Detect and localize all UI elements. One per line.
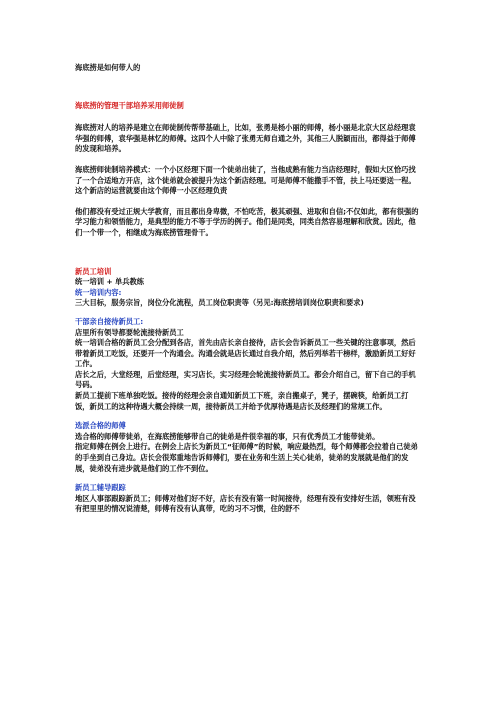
- paragraph: 新员工提前下班单独吃饭。接待的经理会亲自通知新员工下班，亲自搬桌子，凳子，摆碗筷，给新员工打饭，新员工的这种待遇大概会持续一周，接待新员工并给予优厚待遇是店长及经理们的常规工作。: [75, 391, 409, 411]
- paragraph: 海底捞师徒制培养模式：一个小区经理下面一个徒弟出徒了，当他成熟有能力当店经理时，假如大区恰巧找了一个合适地方开店，这个徒弟就会被提升为这个新店经理。可是师傅不能撒手不管，扶上马还要送一程。这个新店的运营就要由这个师傅一小区经理负责: [75, 164, 416, 196]
- paragraph: 店里所有领导都要轮流接待新员工: [75, 327, 184, 337]
- document-title: 海底捞是如何带人的: [75, 63, 141, 72]
- paragraph: 指定师傅在例会上进行。在例会上店长为新员工“征师傅”的时候，响应最热烈，每个师傅都会拉着自己徒弟的手坐到自己身边。店长会很郑重地告诉师傅们，要在业务和生活上关心徒弟，徒弟的发展就是他们的发展，徒弟没有进步就是他们的工作不到位。: [75, 442, 418, 473]
- document-body: [75, 63, 421, 515]
- paragraph: 海底捞对人的培养是建立在师徒制传帮带基础上，比如，张勇是杨小丽的师傅，杨小丽是北京大区总经理袁华强的师傅，袁华强是林忆的师傅。这四个人中除了张勇无师自通之外，其他三人脱颖而出，都得益于师傅的发现和培养。: [75, 123, 416, 154]
- paragraph: 地区人事部跟踪新员工；师傅对他们好不好，店长有没有第一时间接待，经理有没有安排好生活，领班有没有把里里的情况说清楚，师傅有没有认真带，吃的习不习惯，住的舒不: [75, 493, 416, 514]
- paragraph: 他们都没有受过正规大学教育，而且都出身卑微，不怕吃苦，极其顽强、进取和自信;不仅如此，都有很强的学习能力和领悟能力，是典型的能力不等于学历的例子。他们是同类，同类自然容易理解和欣赏。因此，他们一个带一个，相继成为海底捞管理骨干。: [75, 206, 419, 237]
- subheading-follow-up: 新员工辅导跟踪: [75, 483, 126, 493]
- paragraph: 选合格的师傅带徒弟，在海底捞能够带自己的徒弟是件很幸福的事，只有优秀员工才能带徒弟。: [75, 431, 380, 441]
- paragraph: 三大目标，服务宗旨，岗位分化流程，员工岗位职责等（另见:海底捞培训岗位职责和要求): [75, 298, 364, 308]
- subheading-select-mentor: 选派合格的师傅: [75, 421, 126, 431]
- subheading-cadre-reception: 干部亲自接待新员工:: [75, 316, 144, 326]
- paragraph: 统一培训合格的新员工会分配到各店，首先由店长亲自接待，店长会告诉新员工一些关键的注意事项，然后带着新员工吃饭，还要开一个沟通会。沟通会就是店长通过自我介绍，然后列举若干榜样，激励新员工好好工作。: [75, 338, 416, 369]
- subheading-training-content: 统一培训内容:: [75, 287, 122, 297]
- paragraph: 统一培训 + 单兵教练: [75, 277, 145, 287]
- section-heading-management: 海底捞的管理干部培养采用师徒制: [75, 100, 184, 110]
- section-heading-new-staff-training: 新员工培训: [75, 266, 112, 276]
- paragraph: 店长之后，大堂经理，后堂经理，实习店长，实习经理会轮流接待新员工。都会介绍自己，留下自己的手机号码。: [75, 369, 416, 390]
